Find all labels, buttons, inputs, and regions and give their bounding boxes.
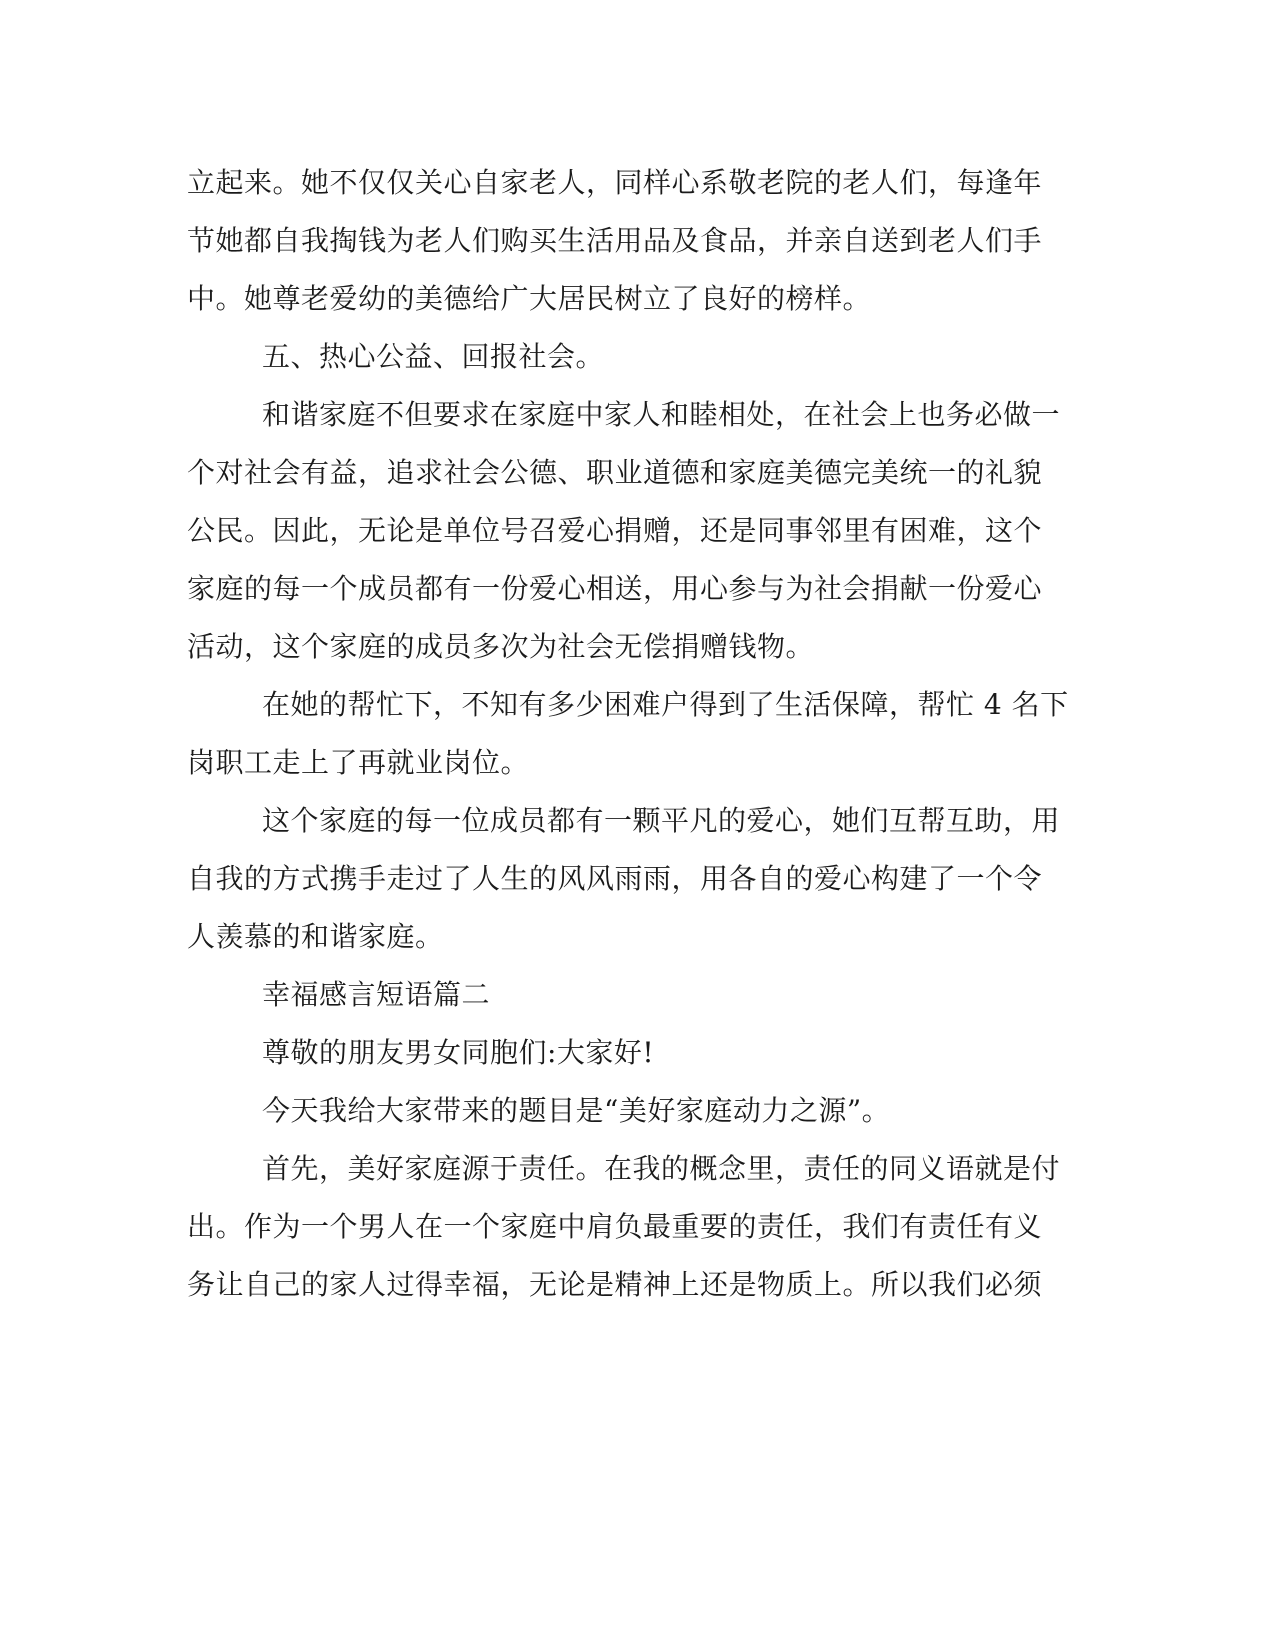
text-line: 岗职工走上了再就业岗位。 (187, 746, 530, 779)
text-line: 务让自己的家人过得幸福，无论是精神上还是物质上。所以我们必须 (187, 1268, 1043, 1301)
text-line: 和谐家庭不但要求在家庭中家人和睦相处，在社会上也务必做一 (262, 398, 1061, 431)
text-line: 人羡慕的和谐家庭。 (187, 920, 444, 953)
text-line: 个对社会有益，追求社会公德、职业道德和家庭美德完美统一的礼貌 (187, 456, 1043, 489)
text-line: 家庭的每一个成员都有一份爱心相送，用心参与为社会捐献一份爱心 (187, 572, 1043, 605)
greeting-line: 尊敬的朋友男女同胞们:大家好! (262, 1036, 655, 1069)
section-heading: 五、热心公益、回报社会。 (262, 340, 605, 373)
text-line: 节她都自我掏钱为老人们购买生活用品及食品，并亲自送到老人们手 (187, 224, 1043, 257)
text-line: 中。她尊老爱幼的美德给广大居民树立了良好的榜样。 (187, 282, 872, 315)
text-line: 今天我给大家带来的题目是“美好家庭动力之源”。 (262, 1094, 891, 1127)
text-line: 在她的帮忙下，不知有多少困难户得到了生活保障，帮忙 4 名下 (262, 688, 1069, 721)
text-line: 出。作为一个男人在一个家庭中肩负最重要的责任，我们有责任有义 (187, 1210, 1043, 1243)
section-title: 幸福感言短语篇二 (262, 978, 491, 1011)
text-line: 这个家庭的每一位成员都有一颗平凡的爱心，她们互帮互助，用 (262, 804, 1061, 837)
text-line: 自我的方式携手走过了人生的风风雨雨，用各自的爱心构建了一个令 (187, 862, 1043, 895)
text-line: 立起来。她不仅仅关心自家老人，同样心系敬老院的老人们，每逢年 (187, 166, 1043, 199)
text-line: 活动，这个家庭的成员多次为社会无偿捐赠钱物。 (187, 630, 815, 663)
text-line: 公民。因此，无论是单位号召爱心捐赠，还是同事邻里有困难，这个 (187, 514, 1043, 547)
text-line: 首先，美好家庭源于责任。在我的概念里，责任的同义语就是付 (262, 1152, 1061, 1185)
